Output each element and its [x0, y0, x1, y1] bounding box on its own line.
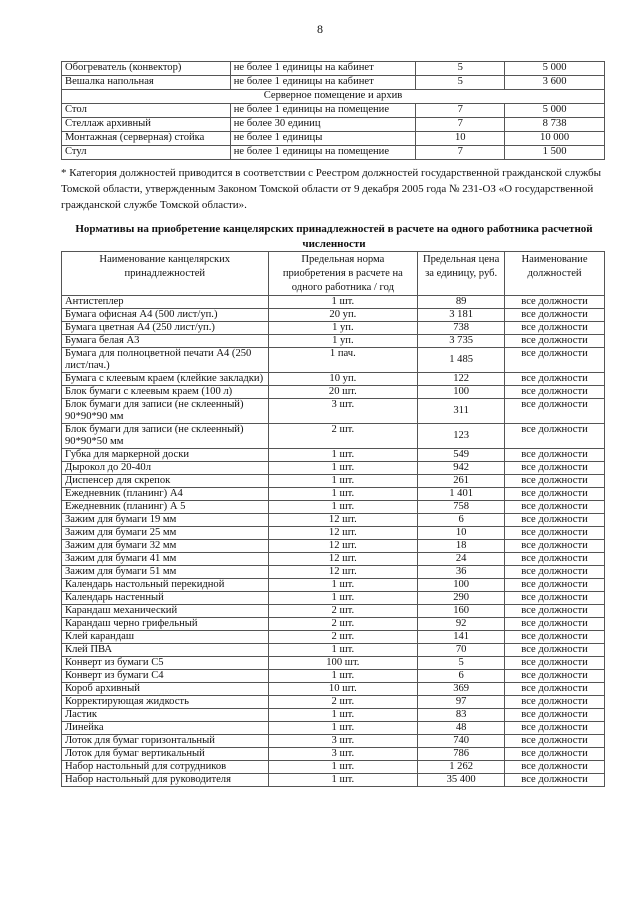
cell-name: Антистеплер: [62, 296, 269, 309]
table-row: [62, 132, 605, 146]
cell-positions: все должности: [505, 335, 605, 348]
cell-norm: 2 шт.: [268, 424, 418, 449]
table-row: [62, 748, 605, 761]
cell-positions: все должности: [505, 462, 605, 475]
cell-positions: все должности: [505, 488, 605, 501]
cell-norm: 1 шт.: [268, 462, 418, 475]
cell-price: 3 735: [418, 335, 505, 348]
cell-norm: 1 шт.: [268, 296, 418, 309]
cell-price: 1 500: [505, 146, 605, 160]
cell-name: Линейка: [62, 722, 269, 735]
cell-positions: все должности: [505, 748, 605, 761]
cell-category: 5: [416, 62, 505, 76]
header-norm: Предельная норма приобретения в расчете на одного работника / год: [268, 252, 418, 296]
cell-price: 1 401: [418, 488, 505, 501]
cell-price: 24: [418, 553, 505, 566]
cell-category: 7: [416, 104, 505, 118]
cell-norm: 1 шт.: [268, 722, 418, 735]
table-row: [62, 146, 605, 160]
cell-norm: 1 шт.: [268, 475, 418, 488]
table-row: [62, 709, 605, 722]
table-row: [62, 618, 605, 631]
table-row: [62, 373, 605, 386]
cell-norm: 1 шт.: [268, 709, 418, 722]
cell-name: Стол: [62, 104, 231, 118]
cell-norm: 20 уп.: [268, 309, 418, 322]
cell-positions: все должности: [505, 527, 605, 540]
cell-name: Карандаш механический: [62, 605, 269, 618]
cell-price: 8 738: [505, 118, 605, 132]
section-heading: Нормативы на приобретение канцелярских принадлежностей в расчете на одного работника расчетной численности: [75, 223, 593, 250]
cell-norm: 1 шт.: [268, 449, 418, 462]
cell-positions: все должности: [505, 722, 605, 735]
cell-positions: все должности: [505, 501, 605, 514]
cell-norm: 1 уп.: [268, 322, 418, 335]
cell-price: 290: [418, 592, 505, 605]
cell-name: Бумага офисная А4 (500 лист/уп.): [62, 309, 269, 322]
cell-price: 92: [418, 618, 505, 631]
cell-price: 942: [418, 462, 505, 475]
cell-name: Блок бумаги для записи (не склеенный) 90*90*90 мм: [62, 399, 269, 424]
cell-norm: 2 шт.: [268, 618, 418, 631]
cell-name: Ежедневник (планинг) А 5: [62, 501, 269, 514]
cell-price: 70: [418, 644, 505, 657]
cell-norm: 1 пач.: [268, 348, 418, 373]
cell-positions: все должности: [505, 774, 605, 787]
cell-price: 369: [418, 683, 505, 696]
cell-category: 7: [416, 146, 505, 160]
furniture-table: [61, 61, 605, 160]
cell-name: Зажим для бумаги 19 мм: [62, 514, 269, 527]
cell-positions: все должности: [505, 735, 605, 748]
cell-price: 5 000: [505, 104, 605, 118]
cell-positions: все должности: [505, 386, 605, 399]
cell-price: 3 181: [418, 309, 505, 322]
footnote: * Категория должностей приводится в соответствии с Реестром должностей государственной гражданской службы Томской области, утвержденным Законом Томской области от 9 декабря 2005 года № 231-ОЗ «О государственной гражданской службе Томской области».: [61, 167, 601, 211]
cell-name: Календарь настольный перекидной: [62, 579, 269, 592]
cell-norm: не более 30 единиц: [230, 118, 416, 132]
cell-name: Губка для маркерной доски: [62, 449, 269, 462]
cell-name: Зажим для бумаги 51 мм: [62, 566, 269, 579]
cell-name: Клей ПВА: [62, 644, 269, 657]
cell-positions: все должности: [505, 579, 605, 592]
cell-positions: все должности: [505, 373, 605, 386]
cell-norm: 20 шт.: [268, 386, 418, 399]
table-row: [62, 631, 605, 644]
cell-norm: 100 шт.: [268, 657, 418, 670]
table-row: [62, 722, 605, 735]
table-row: [62, 657, 605, 670]
cell-price: 740: [418, 735, 505, 748]
cell-norm: 12 шт.: [268, 553, 418, 566]
table-row: [62, 462, 605, 475]
cell-name: Вешалка напольная: [62, 76, 231, 90]
cell-name: Зажим для бумаги 25 мм: [62, 527, 269, 540]
cell-positions: все должности: [505, 449, 605, 462]
cell-price: 141: [418, 631, 505, 644]
cell-positions: все должности: [505, 309, 605, 322]
table-row: [62, 592, 605, 605]
cell-norm: 3 шт.: [268, 399, 418, 424]
cell-price: 160: [418, 605, 505, 618]
table-row: [62, 399, 605, 424]
cell-positions: все должности: [505, 424, 605, 449]
cell-norm: 10 уп.: [268, 373, 418, 386]
table-row: [62, 386, 605, 399]
cell-price: 36: [418, 566, 505, 579]
table-row: [62, 322, 605, 335]
cell-name: Конверт из бумаги С5: [62, 657, 269, 670]
table-row: [62, 514, 605, 527]
table-row: [62, 527, 605, 540]
cell-price: 5 000: [505, 62, 605, 76]
cell-norm: 12 шт.: [268, 527, 418, 540]
cell-price: 48: [418, 722, 505, 735]
table-row: [62, 670, 605, 683]
cell-norm: 1 шт.: [268, 670, 418, 683]
cell-positions: все должности: [505, 399, 605, 424]
cell-name: Короб архивный: [62, 683, 269, 696]
cell-name: Ластик: [62, 709, 269, 722]
table-row: [62, 501, 605, 514]
cell-positions: все должности: [505, 657, 605, 670]
table-row: [62, 76, 605, 90]
cell-price: 261: [418, 475, 505, 488]
table-row: [62, 335, 605, 348]
table-row: [62, 774, 605, 787]
cell-name: Бумага с клеевым краем (клейкие закладки): [62, 373, 269, 386]
cell-positions: все должности: [505, 605, 605, 618]
cell-positions: все должности: [505, 322, 605, 335]
cell-name: Карандаш черно грифельный: [62, 618, 269, 631]
cell-price: 758: [418, 501, 505, 514]
cell-norm: 1 шт.: [268, 579, 418, 592]
cell-norm: 1 шт.: [268, 488, 418, 501]
cell-price: 89: [418, 296, 505, 309]
cell-price: 122: [418, 373, 505, 386]
cell-norm: 12 шт.: [268, 540, 418, 553]
cell-norm: 1 шт.: [268, 774, 418, 787]
page-number: 8: [317, 22, 323, 36]
cell-norm: 1 шт.: [268, 501, 418, 514]
cell-norm: 10 шт.: [268, 683, 418, 696]
cell-positions: все должности: [505, 761, 605, 774]
cell-name: Бумага для полноцветной печати А4 (250 лист/пач.): [62, 348, 269, 373]
cell-name: Календарь настенный: [62, 592, 269, 605]
cell-positions: все должности: [505, 592, 605, 605]
table-row: [62, 579, 605, 592]
table-row: [62, 761, 605, 774]
cell-name: Лоток для бумаг вертикальный: [62, 748, 269, 761]
cell-price: 10 000: [505, 132, 605, 146]
table-header-row: [62, 252, 605, 296]
table-row: [62, 683, 605, 696]
cell-positions: все должности: [505, 670, 605, 683]
table-row: [62, 62, 605, 76]
cell-price: 311: [418, 399, 505, 424]
cell-name: Стеллаж архивный: [62, 118, 231, 132]
cell-name: Дырокол до 20-40л: [62, 462, 269, 475]
cell-positions: все должности: [505, 631, 605, 644]
cell-name: Зажим для бумаги 32 мм: [62, 540, 269, 553]
cell-category: 7: [416, 118, 505, 132]
cell-name: Бумага белая А3: [62, 335, 269, 348]
cell-price: 549: [418, 449, 505, 462]
table-row: [62, 296, 605, 309]
cell-positions: все должности: [505, 566, 605, 579]
cell-norm: 1 уп.: [268, 335, 418, 348]
cell-norm: 3 шт.: [268, 735, 418, 748]
cell-name: Бумага цветная А4 (250 лист/уп.): [62, 322, 269, 335]
cell-price: 10: [418, 527, 505, 540]
header-price: Предельная цена за единицу, руб.: [418, 252, 505, 296]
table-row: [62, 309, 605, 322]
cell-positions: все должности: [505, 553, 605, 566]
cell-positions: все должности: [505, 540, 605, 553]
cell-norm: 12 шт.: [268, 514, 418, 527]
cell-positions: все должности: [505, 696, 605, 709]
table-row: [62, 424, 605, 449]
cell-positions: все должности: [505, 296, 605, 309]
cell-positions: все должности: [505, 709, 605, 722]
cell-price: 6: [418, 670, 505, 683]
cell-positions: все должности: [505, 475, 605, 488]
table-row: [62, 348, 605, 373]
table-row: [62, 553, 605, 566]
cell-price: 83: [418, 709, 505, 722]
stationery-table: [61, 251, 605, 787]
cell-name: Диспенсер для скрепок: [62, 475, 269, 488]
cell-price: 123: [418, 424, 505, 449]
cell-norm: 2 шт.: [268, 605, 418, 618]
cell-price: 100: [418, 579, 505, 592]
section-row: [62, 90, 605, 104]
table-row: [62, 644, 605, 657]
cell-positions: все должности: [505, 514, 605, 527]
cell-price: 6: [418, 514, 505, 527]
cell-norm: 1 шт.: [268, 644, 418, 657]
cell-price: 100: [418, 386, 505, 399]
cell-name: Стул: [62, 146, 231, 160]
table-row: [62, 540, 605, 553]
cell-norm: не более 1 единицы на кабинет: [230, 76, 416, 90]
cell-norm: 1 шт.: [268, 592, 418, 605]
table-row: [62, 118, 605, 132]
cell-positions: все должности: [505, 644, 605, 657]
cell-name: Блок бумаги для записи (не склеенный) 90*90*50 мм: [62, 424, 269, 449]
cell-positions: все должности: [505, 348, 605, 373]
cell-norm: 1 шт.: [268, 761, 418, 774]
cell-norm: не более 1 единицы на помещение: [230, 104, 416, 118]
cell-name: Зажим для бумаги 41 мм: [62, 553, 269, 566]
cell-norm: не более 1 единицы на кабинет: [230, 62, 416, 76]
cell-price: 35 400: [418, 774, 505, 787]
table-row: [62, 735, 605, 748]
cell-name: Набор настольный для руководителя: [62, 774, 269, 787]
cell-name: Набор настольный для сотрудников: [62, 761, 269, 774]
cell-price: 1 485: [418, 348, 505, 373]
cell-norm: 12 шт.: [268, 566, 418, 579]
cell-price: 786: [418, 748, 505, 761]
cell-norm: 2 шт.: [268, 696, 418, 709]
cell-norm: 3 шт.: [268, 748, 418, 761]
cell-name: Блок бумаги с клеевым краем (100 л): [62, 386, 269, 399]
table-row: [62, 566, 605, 579]
cell-positions: все должности: [505, 683, 605, 696]
cell-name: Корректирующая жидкость: [62, 696, 269, 709]
table-row: [62, 475, 605, 488]
cell-name: Лоток для бумаг горизонтальный: [62, 735, 269, 748]
header-name: Наименование канцелярских принадлежностей: [62, 252, 269, 296]
header-positions: Наименование должностей: [505, 252, 605, 296]
cell-price: 18: [418, 540, 505, 553]
section-title: Серверное помещение и архив: [62, 90, 605, 104]
cell-price: 738: [418, 322, 505, 335]
cell-category: 5: [416, 76, 505, 90]
cell-norm: 2 шт.: [268, 631, 418, 644]
cell-price: 1 262: [418, 761, 505, 774]
cell-norm: не более 1 единицы: [230, 132, 416, 146]
table-row: [62, 488, 605, 501]
cell-name: Обогреватель (конвектор): [62, 62, 231, 76]
cell-name: Ежедневник (планинг) А4: [62, 488, 269, 501]
cell-norm: не более 1 единицы на помещение: [230, 146, 416, 160]
table-row: [62, 449, 605, 462]
cell-name: Клей карандаш: [62, 631, 269, 644]
cell-name: Конверт из бумаги С4: [62, 670, 269, 683]
cell-price: 3 600: [505, 76, 605, 90]
table-row: [62, 104, 605, 118]
table-row: [62, 605, 605, 618]
cell-price: 97: [418, 696, 505, 709]
table-row: [62, 696, 605, 709]
cell-category: 10: [416, 132, 505, 146]
cell-price: 5: [418, 657, 505, 670]
cell-positions: все должности: [505, 618, 605, 631]
cell-name: Монтажная (серверная) стойка: [62, 132, 231, 146]
